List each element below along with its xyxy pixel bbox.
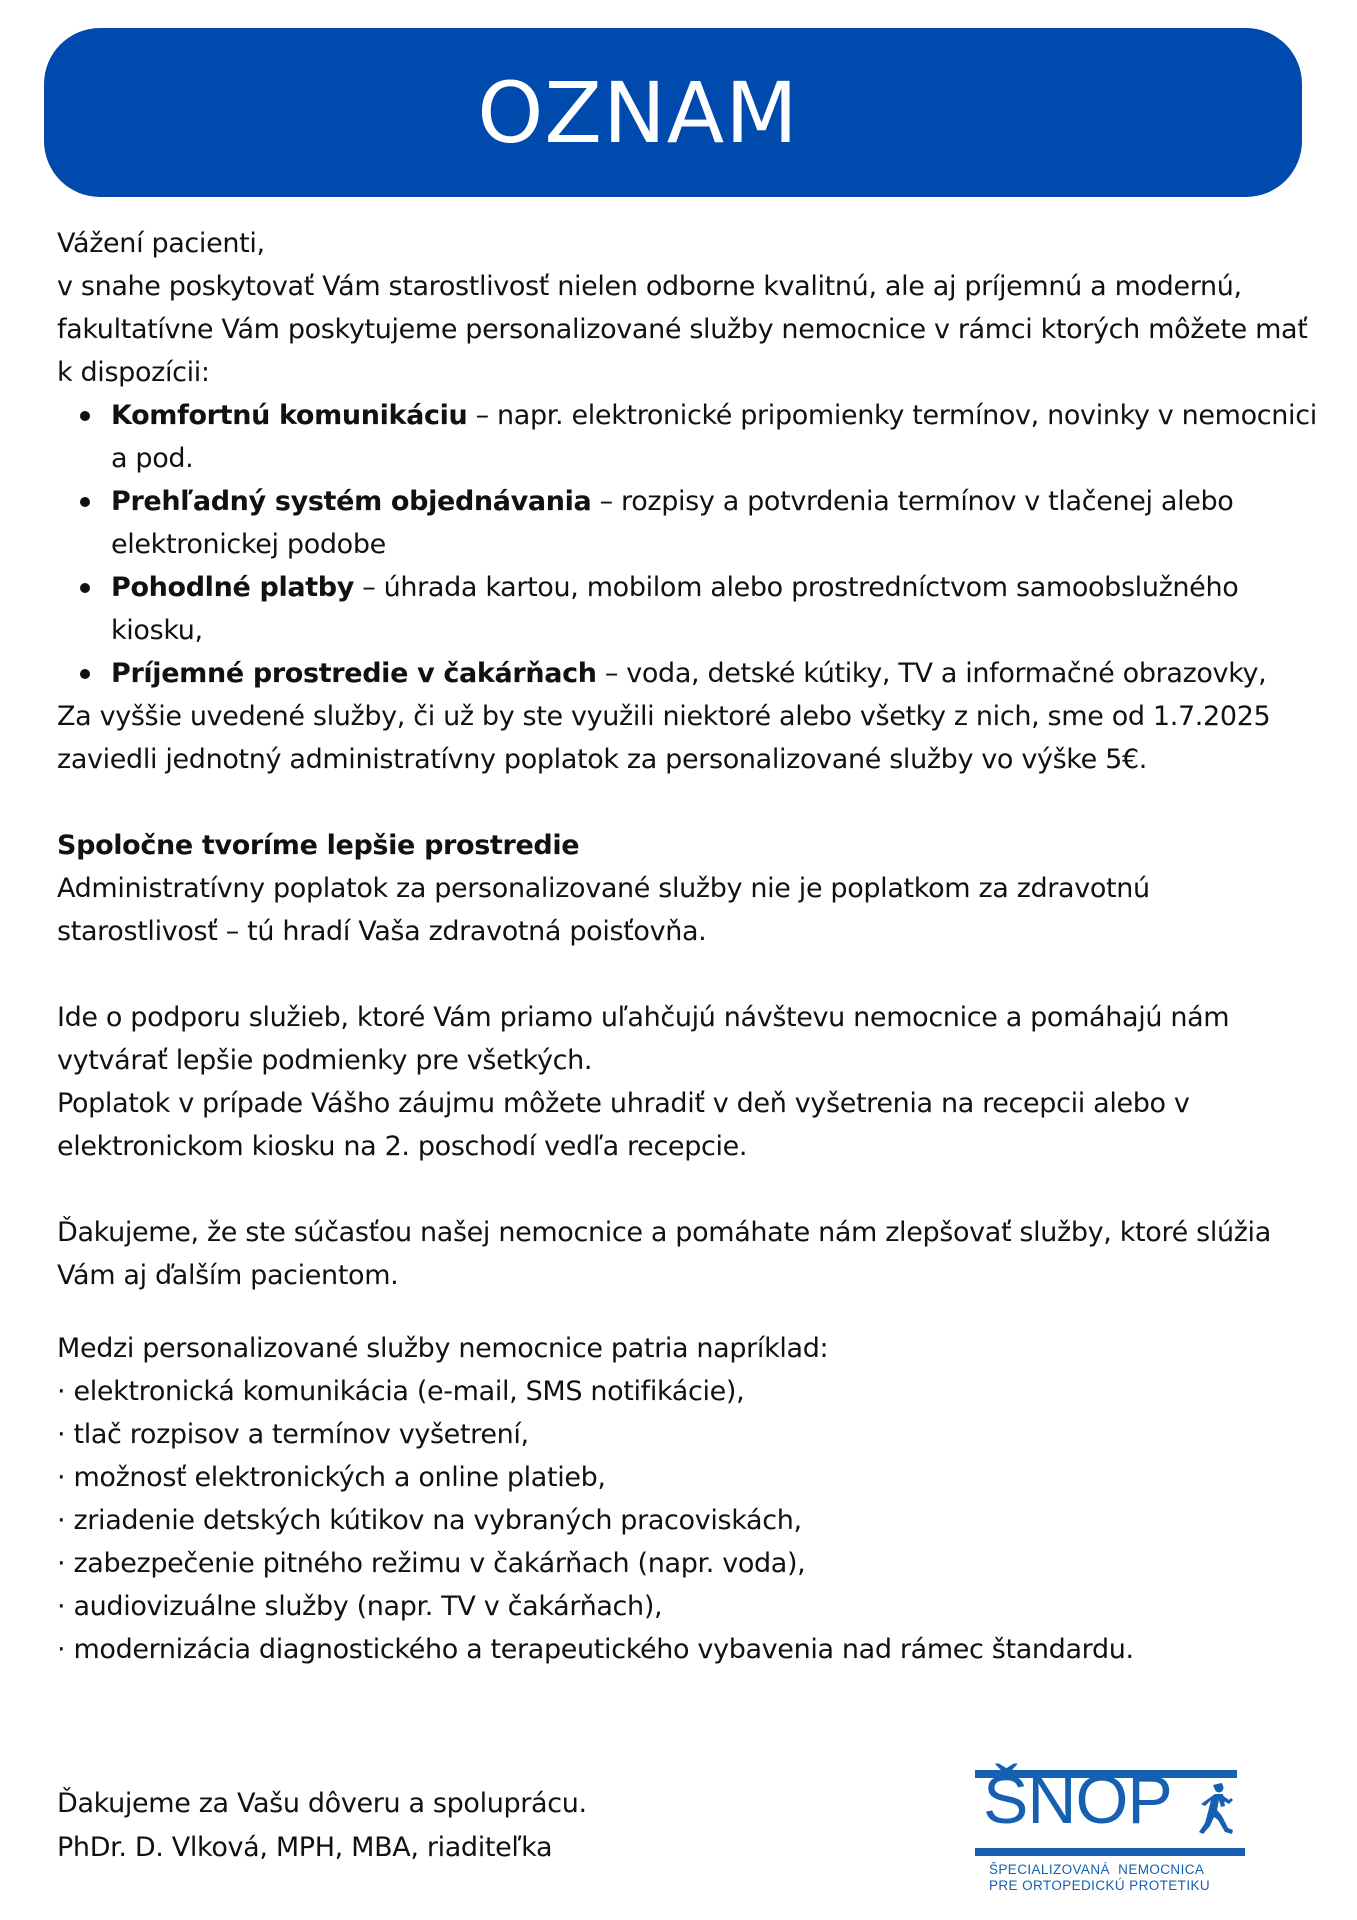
thanks-paragraph: Ďakujeme, že ste súčasťou našej nemocnice a pomáhate nám zlepšovať služby, ktoré slúžia Vám aj ďalším pacientom.: [57, 1217, 1271, 1291]
bullet-icon: [80, 497, 90, 507]
bullet-icon: [80, 411, 90, 421]
service-description: – úhrada kartou, mobilom alebo prostredníctvom samoobslužného kiosku,: [111, 572, 1239, 646]
fee-paragraph: Za vyššie uvedené služby, či už by ste využili niektoré alebo všetky z nich, sme od 1.7.2025 zaviedli jednotný administratívny poplatok za personalizované služby vo výške 5€.: [57, 701, 1271, 775]
running-person-icon: [1195, 1782, 1237, 1838]
logo-wordmark: ŠNOP: [983, 1762, 1172, 1838]
page-title: OZNAM: [477, 63, 799, 162]
announcement-body: [57, 222, 1317, 1671]
example-item: · audiovizuálne služby (napr. TV v čakárňach),: [57, 1591, 663, 1622]
intro-paragraph: v snahe poskytovať Vám starostlivosť nielen odborne kvalitnú, ale aj príjemnú a modernú, fakultatívne Vám poskytujeme personalizované služby nemocnice v rámci ktorých môžete mať k dispozícii:: [57, 271, 1308, 388]
example-item: · modernizácia diagnostického a terapeutického vybavenia nad rámec štandardu.: [57, 1634, 1134, 1665]
bullet-icon: [80, 669, 90, 679]
section-paragraph: Poplatok v prípade Vášho záujmu môžete uhradiť v deň vyšetrenia na recepcii alebo v elektronickom kiosku na 2. poschodí vedľa recepcie.: [57, 1088, 1190, 1162]
service-title: Komfortnú komunikáciu: [111, 400, 468, 431]
signatory-name: PhDr. D. Vlková, MPH, MBA, riaditeľka: [57, 1832, 553, 1863]
example-item: · elektronická komunikácia (e-mail, SMS notifikácie),: [57, 1376, 745, 1407]
examples-intro: Medzi personalizované služby nemocnice patria napríklad:: [57, 1333, 829, 1364]
spacer: [57, 1168, 1317, 1211]
services-list: [57, 394, 1317, 695]
example-item: · tlač rozpisov a termínov vyšetrení,: [57, 1419, 529, 1450]
service-item: [57, 652, 1317, 695]
spacer: [57, 1297, 1317, 1327]
service-title: Prehľadný systém objednávania: [111, 486, 592, 517]
section-heading: Spoločne tvoríme lepšie prostredie: [57, 830, 580, 861]
hospital-logo: [975, 1752, 1251, 1892]
section-paragraph: Ide o podporu služieb, ktoré Vám priamo uľahčujú návštevu nemocnice a pomáhajú nám vytvárať lepšie podmienky pre všetkých.: [57, 1002, 1230, 1076]
greeting: Vážení pacienti,: [57, 228, 265, 259]
service-item: [57, 566, 1317, 652]
example-item: · zabezpečenie pitného režimu v čakárňach (napr. voda),: [57, 1548, 806, 1579]
spacer: [57, 781, 1317, 824]
header-banner: [44, 28, 1302, 197]
closing-thanks: Ďakujeme za Vašu dôveru a spoluprácu.: [57, 1788, 587, 1819]
service-item: [57, 394, 1317, 480]
logo-bar-bottom: [975, 1848, 1245, 1856]
spacer: [57, 953, 1317, 996]
service-description: – rozpisy a potvrdenia termínov v tlačenej alebo elektronickej podobe: [111, 486, 1234, 560]
logo-subtitle-line1: ŠPECIALIZOVANÁ NEMOCNICA: [989, 1862, 1205, 1877]
signature-block: [57, 1782, 587, 1870]
service-title: Pohodlné platby: [111, 572, 355, 603]
logo-subtitle-line2: PRE ORTOPEDICKÚ PROTETIKU: [989, 1878, 1211, 1893]
service-item: [57, 480, 1317, 566]
service-description: – napr. elektronické pripomienky termínov, novinky v nemocnici a pod.: [111, 400, 1317, 474]
section-paragraph: Administratívny poplatok za personalizované služby nie je poplatkom za zdravotnú starostlivosť – tú hradí Vaša zdravotná poisťovňa.: [57, 873, 1150, 947]
logo-subtitle: [989, 1862, 1210, 1894]
bullet-icon: [80, 583, 90, 593]
example-item: · zriadenie detských kútikov na vybraných pracoviskách,: [57, 1505, 802, 1536]
service-description: – voda, detské kútiky, TV a informačné obrazovky,: [596, 658, 1267, 689]
service-title: Príjemné prostredie v čakárňach: [111, 658, 597, 689]
example-item: · možnosť elektronických a online platieb,: [57, 1462, 606, 1493]
examples-list: [57, 1370, 1317, 1671]
